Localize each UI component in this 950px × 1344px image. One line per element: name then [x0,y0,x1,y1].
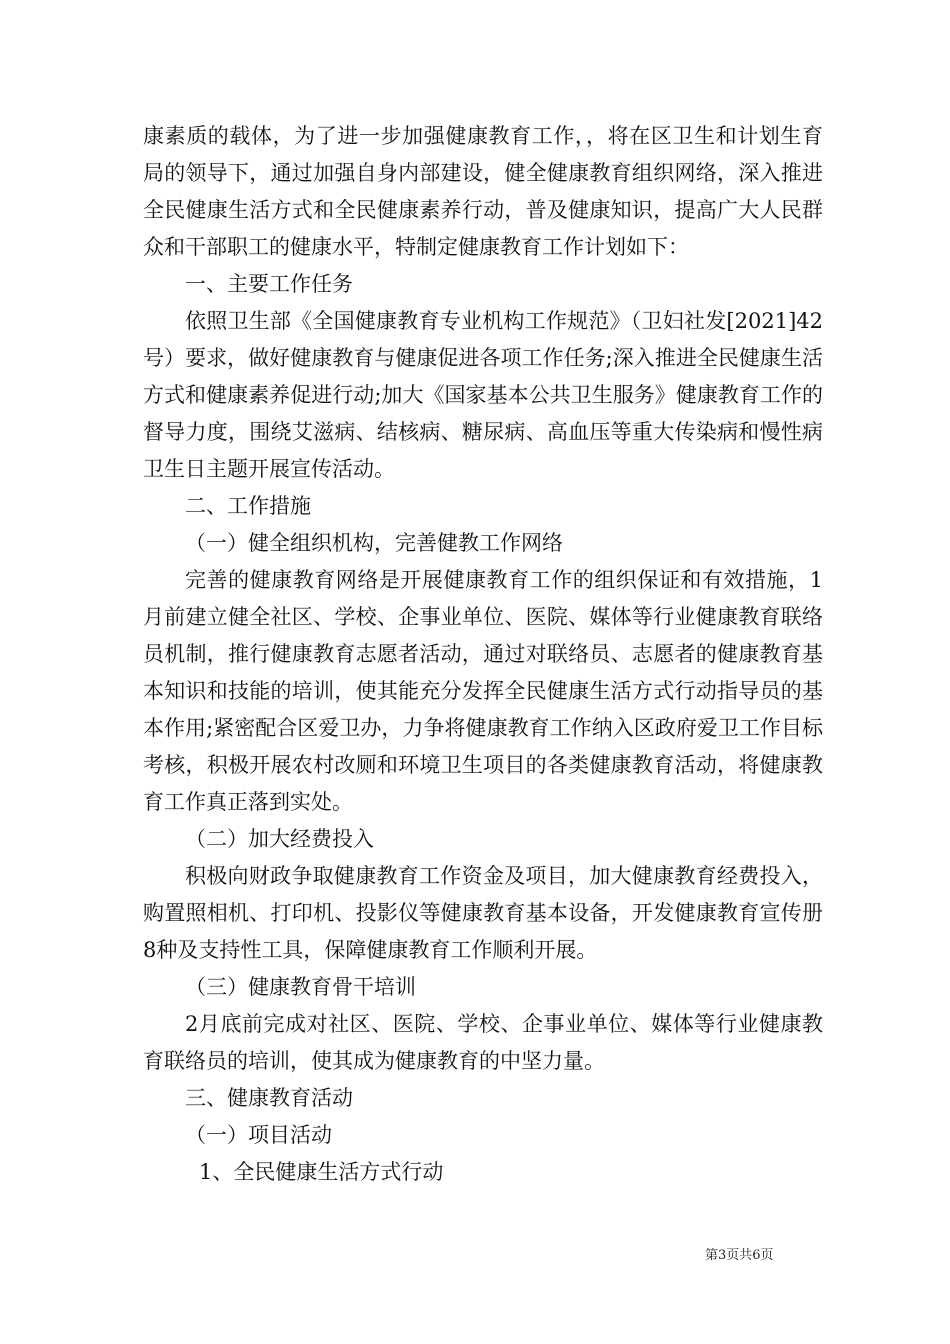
subheading-training: （三）健康教育骨干培训 [185,975,416,999]
subheading-project-activities: （一）项目活动 [185,1123,332,1147]
paragraph-organization: 完善的健康教育网络是开展健康教育工作的组织保证和有效措施，1月前建立健全社区、学校、企事业单位、医院、媒体等行业健康教育联络员机制，推行健康教育志愿者活动，通过对联络员、志愿者的健康教育基本知识和技能的培训，使其能充分发挥全民健康生活方式行动指导员的基本作用;紧密配合区爱卫办，力争将健康教育工作纳入区政府爱卫工作目标考核，积极开展农村改厕和环境卫生项目的各类健康教育活动，将健康教育工作真正落到实处。 [143,568,823,814]
paragraph-funding: 积极向财政争取健康教育工作资金及项目，加大健康教育经费投入，购置照相机、打印机、投影仪等健康教育基本设备，开发健康教育宣传册8种及支持性工具，保障健康教育工作顺利开展。 [143,864,823,962]
heading-education-activities: 三、健康教育活动 [185,1086,353,1110]
page-number: 第3页共6页 [705,1248,774,1263]
paragraph-training: 2月底前完成对社区、医院、学校、企事业单位、媒体等行业健康教育联络员的培训，使其成为健康教育的中坚力量。 [143,1012,823,1073]
subheading-organization: （一）健全组织机构，完善健教工作网络 [185,531,563,555]
list-item-lifestyle-action: 1、全民健康生活方式行动 [199,1160,444,1184]
heading-main-tasks: 一、主要工作任务 [185,272,353,296]
document-body [143,118,823,1191]
heading-work-measures: 二、工作措施 [185,494,311,518]
subheading-funding: （二）加大经费投入 [185,827,374,851]
paragraph-main-tasks: 依照卫生部《全国健康教育专业机构工作规范》（卫妇社发[2021]42号）要求，做好健康教育与健康促进各项工作任务;深入推进全民健康生活方式和健康素养促进行动;加大《国家基本公共卫生服务》健康教育工作的督导力度，围绕艾滋病、结核病、糖尿病、高血压等重大传染病和慢性病卫生日主题开展宣传活动。 [143,309,823,481]
paragraph-intro: 康素质的载体，为了进一步加强健康教育工作，，将在区卫生和计划生育局的领导下，通过加强自身内部建设，健全健康教育组织网络，深入推进全民健康生活方式和全民健康素养行动，普及健康知识，提高广大人民群众和干部职工的健康水平，特制定健康教育工作计划如下： [143,124,823,259]
